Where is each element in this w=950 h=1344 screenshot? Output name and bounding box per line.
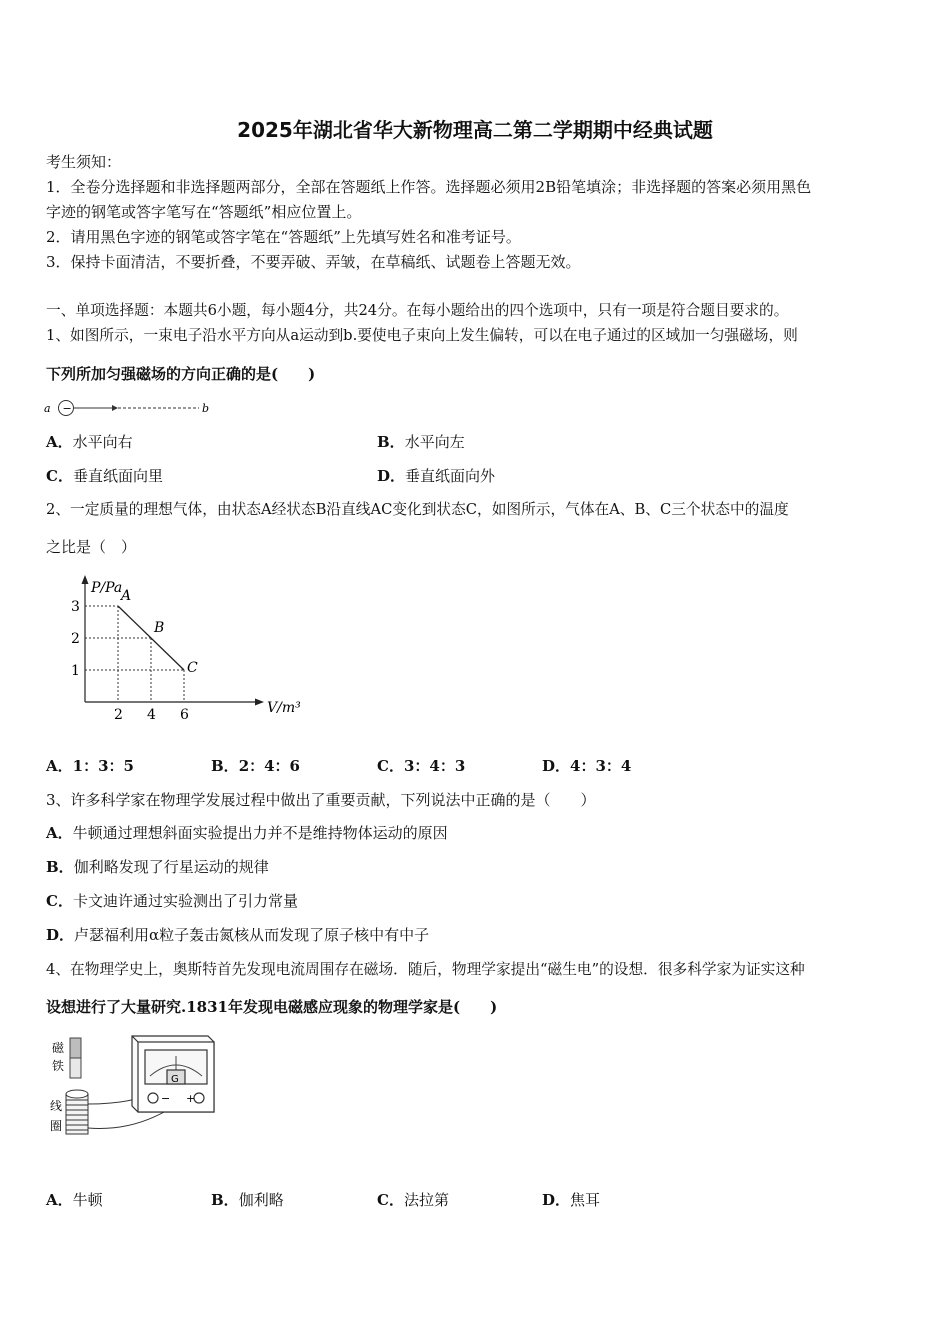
page-title: 2025年湖北省华大新物理高二第二学期期中经典试题: [237, 118, 713, 142]
q2-option-a[interactable]: A．1：3：5: [46, 757, 134, 775]
q4-option-a[interactable]: A．牛顿: [46, 1191, 103, 1209]
q1-option-a[interactable]: A．水平向右: [46, 433, 133, 451]
q2-x-tick-2: 2: [114, 707, 123, 722]
q4-terminal-minus: −: [161, 1092, 171, 1105]
notice-heading: 考生须知：: [46, 153, 122, 171]
q1-stem-line1: 1、如图所示，一束电子沿水平方向从a运动到b.要使电子束向上发生偏转，可以在电子通过的区域加一匀强磁场，则: [46, 327, 798, 344]
notice-item-1: 1．全卷分选择题和非选择题两部分，全部在答题纸上作答。选择题必须用2B铅笔填涂；非选择题的答案必须用黑色: [46, 178, 812, 196]
q2-process-line: [118, 606, 184, 670]
q3-option-d[interactable]: D．卢瑟福利用α粒子轰击氮核从而发现了原子核中有中子: [46, 926, 430, 944]
q1-point-b: b: [202, 402, 210, 415]
q2-option-b[interactable]: B．2：4：6: [211, 757, 300, 775]
notice-item-3: 3．保持卡面清洁，不要折叠，不要弄破、弄皱，在草稿纸、试题卷上答题无效。: [46, 253, 581, 271]
q2-y-tick-3: 3: [71, 599, 80, 615]
q1-electron-sign: −: [62, 402, 72, 415]
q4-option-d[interactable]: D．焦耳: [542, 1191, 601, 1209]
q1-point-a: a: [44, 402, 51, 415]
q3-option-b[interactable]: B．伽利略发现了行星运动的规律: [46, 858, 269, 876]
q1-option-b[interactable]: B．水平向左: [377, 433, 465, 451]
q3-stem: 3、许多科学家在物理学发展过程中做出了重要贡献，下列说法中正确的是（ ）: [46, 791, 596, 809]
q4-magnet-label-2: 铁: [52, 1059, 65, 1073]
q2-y-tick-1: 1: [71, 663, 80, 679]
q4-stem-line1: 4、在物理学史上，奥斯特首先发现电流周围存在磁场．随后，物理学家提出“磁生电”的设想．很多科学家为证实这种: [46, 961, 805, 978]
q4-option-c[interactable]: C．法拉第: [377, 1191, 449, 1209]
q1-option-c[interactable]: C．垂直纸面向里: [46, 467, 163, 485]
q2-y-tick-2: 2: [71, 631, 80, 647]
q4-terminal-plus: +: [186, 1092, 196, 1105]
q3-option-a[interactable]: A．牛顿通过理想斜面实验提出力并不是维持物体运动的原因: [46, 824, 448, 842]
q2-stem-line2: 之比是（ ）: [46, 538, 137, 556]
q4-g-symbol: G: [171, 1074, 179, 1085]
q4-coil: [66, 1090, 88, 1134]
q2-x-tick-6: 6: [180, 707, 189, 722]
q2-pv-chart: [64, 572, 334, 722]
q2-y-axis-label: P/Pa: [91, 580, 123, 596]
q2-option-d[interactable]: D．4：3：4: [542, 757, 632, 775]
q2-point-B: B: [154, 620, 165, 636]
q4-option-b[interactable]: B．伽利略: [211, 1191, 284, 1209]
q1-option-d[interactable]: D．垂直纸面向外: [377, 467, 496, 485]
q4-stem-line2: 设想进行了大量研究.1831年发现电磁感应现象的物理学家是( ): [46, 998, 498, 1016]
section-heading: 一、单项选择题：本题共6小题，每小题4分，共24分。在每小题给出的四个选项中，只有一项是符合题目要求的。: [46, 302, 789, 319]
q2-point-A: A: [121, 588, 132, 604]
q1-electron-figure: [44, 396, 224, 420]
q2-point-C: C: [187, 660, 198, 676]
q4-coil-label-2: 圈: [50, 1119, 63, 1133]
q4-magnet-label-1: 磁: [52, 1041, 65, 1055]
q3-option-c[interactable]: C．卡文迪许通过实验测出了引力常量: [46, 892, 298, 910]
q4-coil-label-1: 线: [50, 1099, 63, 1113]
q2-x-axis-label: V/m³: [267, 700, 301, 716]
q2-stem-line1: 2、一定质量的理想气体，由状态A经状态B沿直线AC变化到状态C，如图所示，气体在A、B、C三个状态中的温度: [46, 501, 789, 518]
notice-item-2: 2．请用黑色字迹的钢笔或答字笔在“答题纸”上先填写姓名和准考证号。: [46, 228, 521, 246]
q2-option-c[interactable]: C．3：4：3: [377, 757, 466, 775]
q2-x-tick-4: 4: [147, 707, 156, 722]
q1-stem-line2: 下列所加匀强磁场的方向正确的是( ): [46, 365, 316, 383]
q4-galvanometer-figure: [48, 1032, 218, 1142]
notice-item-1-cont: 字迹的钢笔或答字笔写在“答题纸”相应位置上。: [46, 203, 362, 221]
